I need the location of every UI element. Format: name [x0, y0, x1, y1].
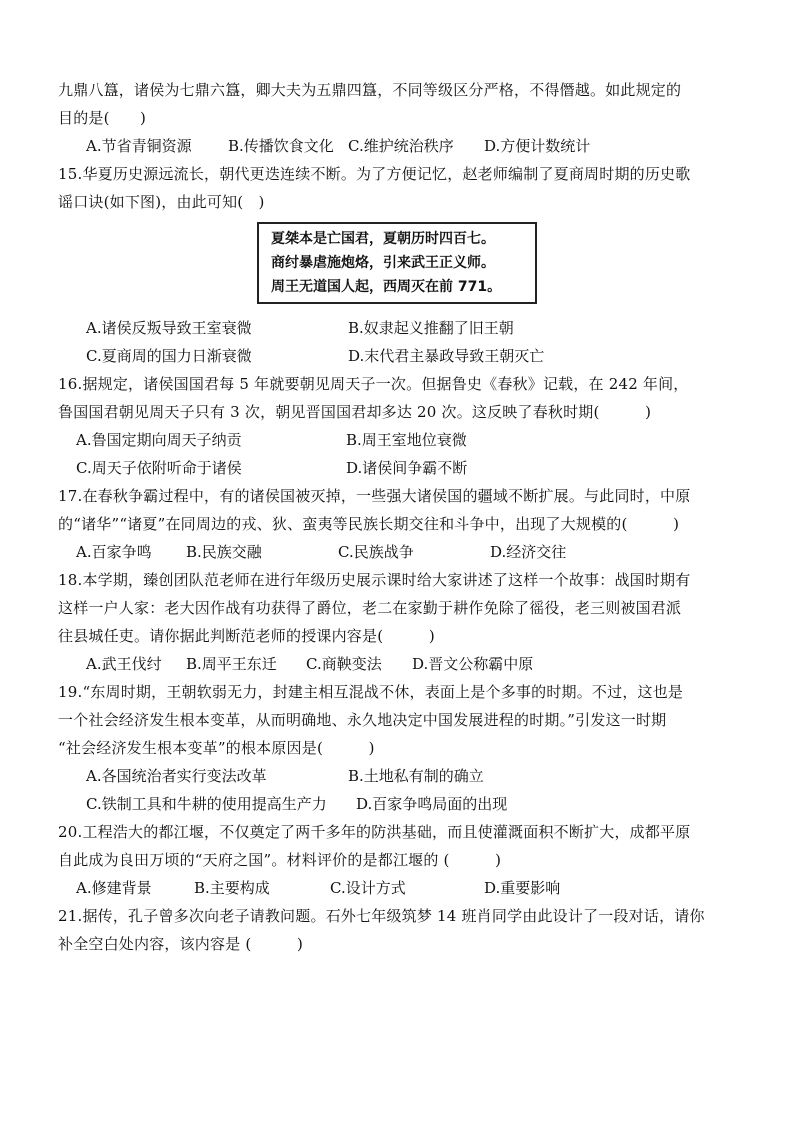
- question-18-stem-line3: 往县城任吏。请你据此判断范老师的授课内容是( ): [58, 627, 435, 645]
- question-15-option-d: D.末代君主暴政导致王朝灭亡: [348, 347, 545, 365]
- question-17-option-b: B.民族交融: [186, 543, 262, 561]
- question-18-option-b: B.周平王东迁: [186, 655, 277, 673]
- question-15-option-c: C.夏商周的国力日渐衰微: [86, 347, 252, 365]
- question-18-option-a: A.武王伐纣: [86, 655, 162, 673]
- question-18-stem-line1: 18.本学期，臻创团队范老师在进行年级历史展示课时给大家讲述了这样一个故事：战国时期有: [58, 571, 691, 589]
- question-20-stem-line1: 20.工程浩大的都江堰，不仅奠定了两千多年的防洪基础，而且使灌溉面积不断扩大，成都平原: [58, 823, 691, 841]
- rhyme-line-3: 周王无道国人起，西周灭在前 771。: [271, 279, 502, 295]
- question-17-stem-line1: 17.在春秋争霸过程中，有的诸侯国被灭掉，一些强大诸侯国的疆域不断扩展。与此同时，中原: [58, 487, 691, 505]
- question-20-option-a: A.修建背景: [76, 879, 152, 897]
- question-16-option-a: A.鲁国定期向周天子纳贡: [76, 431, 242, 449]
- question-21-stem-line1: 21.据传，孔子曾多次向老子请教问题。石外七年级筑梦 14 班肖同学由此设计了一段对话，请你: [58, 907, 705, 925]
- question-16-option-d: D.诸侯间争霸不断: [346, 459, 468, 477]
- question-19-option-a: A.各国统治者实行变法改革: [86, 767, 267, 785]
- question-18-stem-line2: 这样一户人家：老大因作战有功获得了爵位，老二在家勤于耕作免除了徭役，老三则被国君派: [58, 599, 682, 617]
- question-20-stem-line2: 自此成为良田万顷的“天府之国”。材料评价的是都江堰的 ( ): [58, 851, 502, 869]
- question-14-option-a: A.节省青铜资源: [86, 137, 192, 155]
- question-16-stem-line2: 鲁国国君朝见周天子只有 3 次，朝见晋国国君却多达 20 次。这反映了春秋时期( ): [58, 403, 652, 421]
- question-19-option-c: C.铁制工具和牛耕的使用提高生产力: [86, 795, 327, 813]
- history-rhyme-box: [257, 222, 537, 304]
- question-14-option-b: B.传播饮食文化: [228, 137, 334, 155]
- question-14-stem-line1: 九鼎八簋，诸侯为七鼎六簋，卿大夫为五鼎四簋，不同等级区分严格，不得僭越。如此规定的: [58, 81, 682, 99]
- question-17-option-a: A.百家争鸣: [76, 543, 152, 561]
- question-20-option-b: B.主要构成: [194, 879, 270, 897]
- question-21-stem-line2: 补全空白处内容，该内容是 ( ): [58, 935, 304, 953]
- question-20-option-c: C.设计方式: [330, 879, 406, 897]
- rhyme-line-2: 商纣暴虐施炮烙，引来武王正义师。: [271, 255, 495, 271]
- question-19-stem-line3: “社会经济发生根本变革”的根本原因是( ): [58, 739, 375, 757]
- question-15-option-a: A.诸侯反叛导致王室衰微: [86, 319, 252, 337]
- question-17-option-c: C.民族战争: [338, 543, 414, 561]
- rhyme-line-1: 夏桀本是亡国君，夏朝历时四百七。: [271, 231, 495, 247]
- question-15-stem-line1: 15.华夏历史源远流长，朝代更迭连续不断。为了方便记忆，赵老师编制了夏商周时期的历史歌: [58, 165, 691, 183]
- question-18-option-c: C.商鞅变法: [306, 655, 382, 673]
- question-19-stem-line2: 一个社会经济发生根本变革，从而明确地、永久地决定中国发展进程的时期。”引发这一时期: [58, 711, 667, 729]
- question-14-option-c: C.维护统治秩序: [348, 137, 454, 155]
- question-17-stem-line2: 的“诸华”“诸夏”在同周边的戎、狄、蛮夷等民族长期交往和斗争中，出现了大规模的( ): [58, 515, 680, 533]
- question-17-option-d: D.经济交往: [490, 543, 567, 561]
- question-15-option-b: B.奴隶起义推翻了旧王朝: [348, 319, 514, 337]
- question-14-option-d: D.方便计数统计: [484, 137, 591, 155]
- question-19-option-b: B.土地私有制的确立: [348, 767, 484, 785]
- question-16-option-c: C.周天子依附听命于诸侯: [76, 459, 242, 477]
- question-19-option-d: D.百家争鸣局面的出现: [356, 795, 508, 813]
- question-15-stem-line2: 谣口诀(如下图)，由此可知( ): [58, 193, 265, 211]
- question-19-stem-line1: 19.“东周时期，王朝软弱无力，封建主相互混战不休，表面上是个多事的时期。不过，这也是: [58, 683, 684, 701]
- question-14-stem-line2: 目的是( ): [58, 109, 147, 127]
- question-18-option-d: D.晋文公称霸中原: [412, 655, 534, 673]
- question-16-stem-line1: 16.据规定，诸侯国国君每 5 年就要朝见周天子一次。但据鲁史《春秋》记载，在 242 年间，: [58, 375, 689, 393]
- question-16-option-b: B.周王室地位衰微: [346, 431, 467, 449]
- question-20-option-d: D.重要影响: [484, 879, 561, 897]
